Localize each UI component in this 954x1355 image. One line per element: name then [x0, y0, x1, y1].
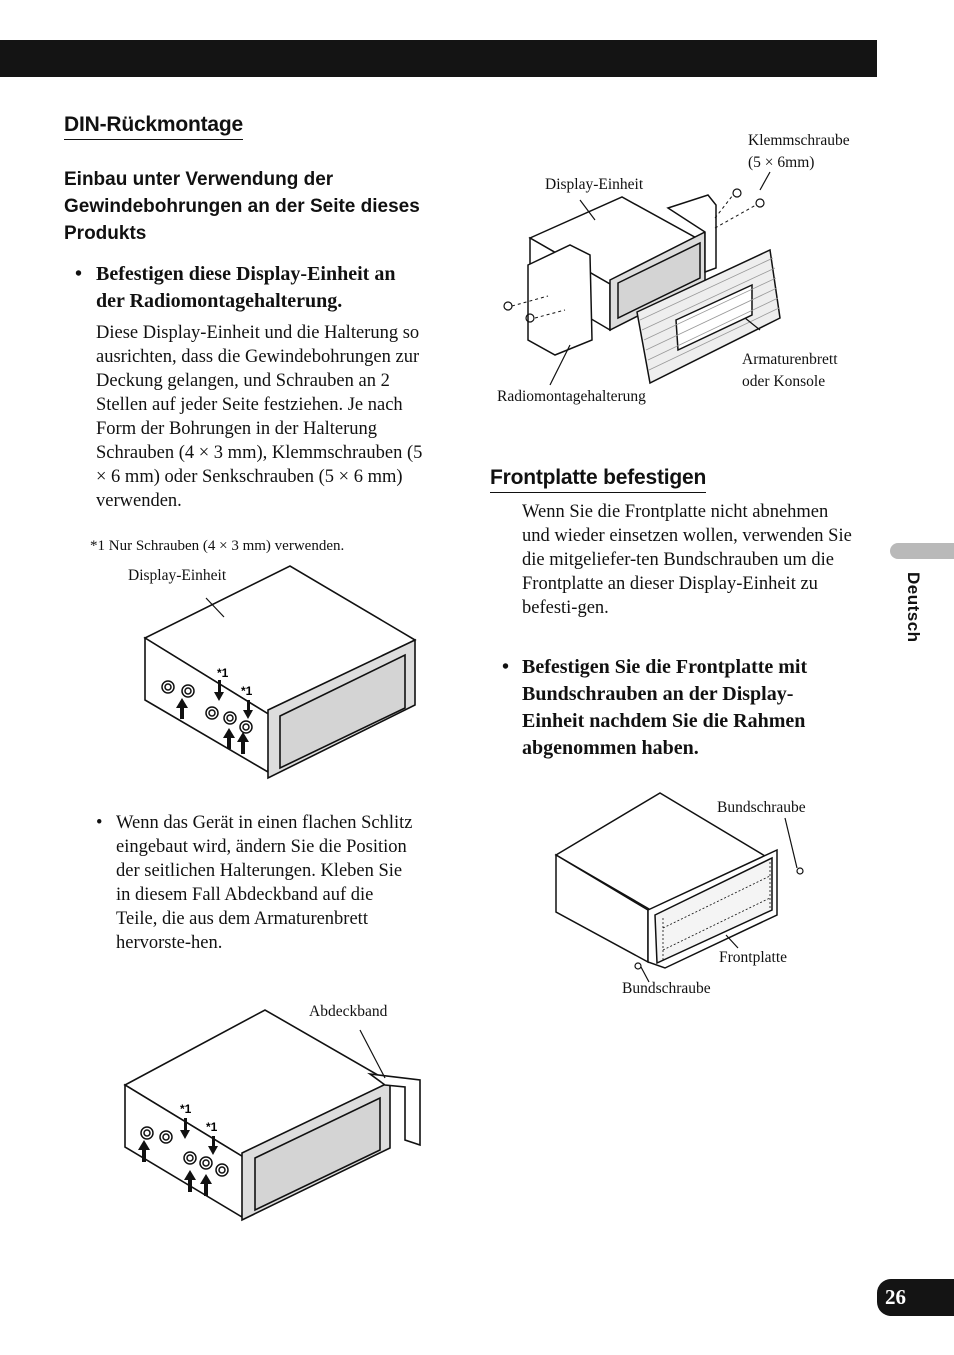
fig4-label-screw-bottom: Bundschraube	[622, 980, 711, 997]
language-tab-label: Deutsch	[904, 572, 923, 643]
paragraph-front-panel: Wenn Sie die Frontplatte nicht abnehmen und wieder einsetzen wollen, verwenden Sie die mitgeliefer-ten Bundschrauben um die Frontplatte an dieser Display-Einheit zu befesti-gen.	[522, 502, 852, 618]
section-title-front-panel: Frontplatte befestigen	[490, 466, 706, 493]
fig2-marker-2: *1	[206, 1120, 218, 1134]
language-tab	[890, 543, 954, 559]
fig3-label-dashboard: Armaturenbrett	[742, 351, 838, 368]
section-title-din: DIN-Rückmontage	[64, 113, 243, 140]
fig3-label-dashboard-2: oder Konsole	[742, 373, 826, 390]
bullet-dot: •	[75, 263, 83, 285]
footnote: *1 Nur Schrauben (4 × 3 mm) verwenden.	[90, 538, 345, 554]
fig3-label-clamp-screw-size: (5 × 6mm)	[748, 154, 815, 171]
fig2-marker-1: *1	[180, 1102, 192, 1116]
fig1-label-display-unit: Display-Einheit	[128, 567, 227, 584]
subhead-threaded-holes: Einbau unter Verwendung der Gewindebohrungen an der Seite dieses Produkts	[64, 169, 420, 244]
bullet-dot-2: •	[96, 813, 103, 833]
bullet-dot-3: •	[502, 656, 510, 678]
fig1-marker-2: *1	[241, 684, 253, 698]
bullet-attach-front-panel: Befestigen Sie die Frontplatte mit Bundschrauben an der Display-Einheit nachdem Sie die Rahmen abgenommen haben.	[522, 656, 808, 759]
fig4-label-front-panel: Frontplatte	[719, 949, 788, 966]
page-number: 26	[877, 1279, 954, 1316]
paragraph-mounting: Diese Display-Einheit und die Halterung so ausrichten, dass die Gewindebohrungen zur Deckung gelangen, und Schrauben an 2 Stellen auf jeder Seite festziehen. Je nach Form der Bohrungen in der Halterung Schrauben (4 × 3 mm), Klemmschrauben (5 × 6 mm) oder Senkschrauben (5 × 6 mm) verwenden.	[96, 323, 423, 511]
bullet-mount-display: Befestigen diese Display-Einheit an der Radiomontagehalterung.	[96, 263, 396, 312]
fig2-label-masking-tape: Abdeckband	[309, 1003, 388, 1020]
fig3-label-clamp-screw: Klemmschraube	[748, 132, 850, 149]
fig3-label-bracket: Radiomontagehalterung	[497, 388, 646, 405]
fig4-label-screw-top: Bundschraube	[717, 799, 806, 816]
fig1-marker-1: *1	[217, 666, 229, 680]
fig3-label-display-unit: Display-Einheit	[545, 176, 644, 193]
bullet-flat-slot: Wenn das Gerät in einen flachen Schlitz eingebaut wird, ändern Sie die Position der seitlichen Halterungen. Kleben Sie in diesem Fall Abdeckband auf die Teile, die aus dem Armaturenbrett hervorste-hen.	[116, 813, 413, 953]
